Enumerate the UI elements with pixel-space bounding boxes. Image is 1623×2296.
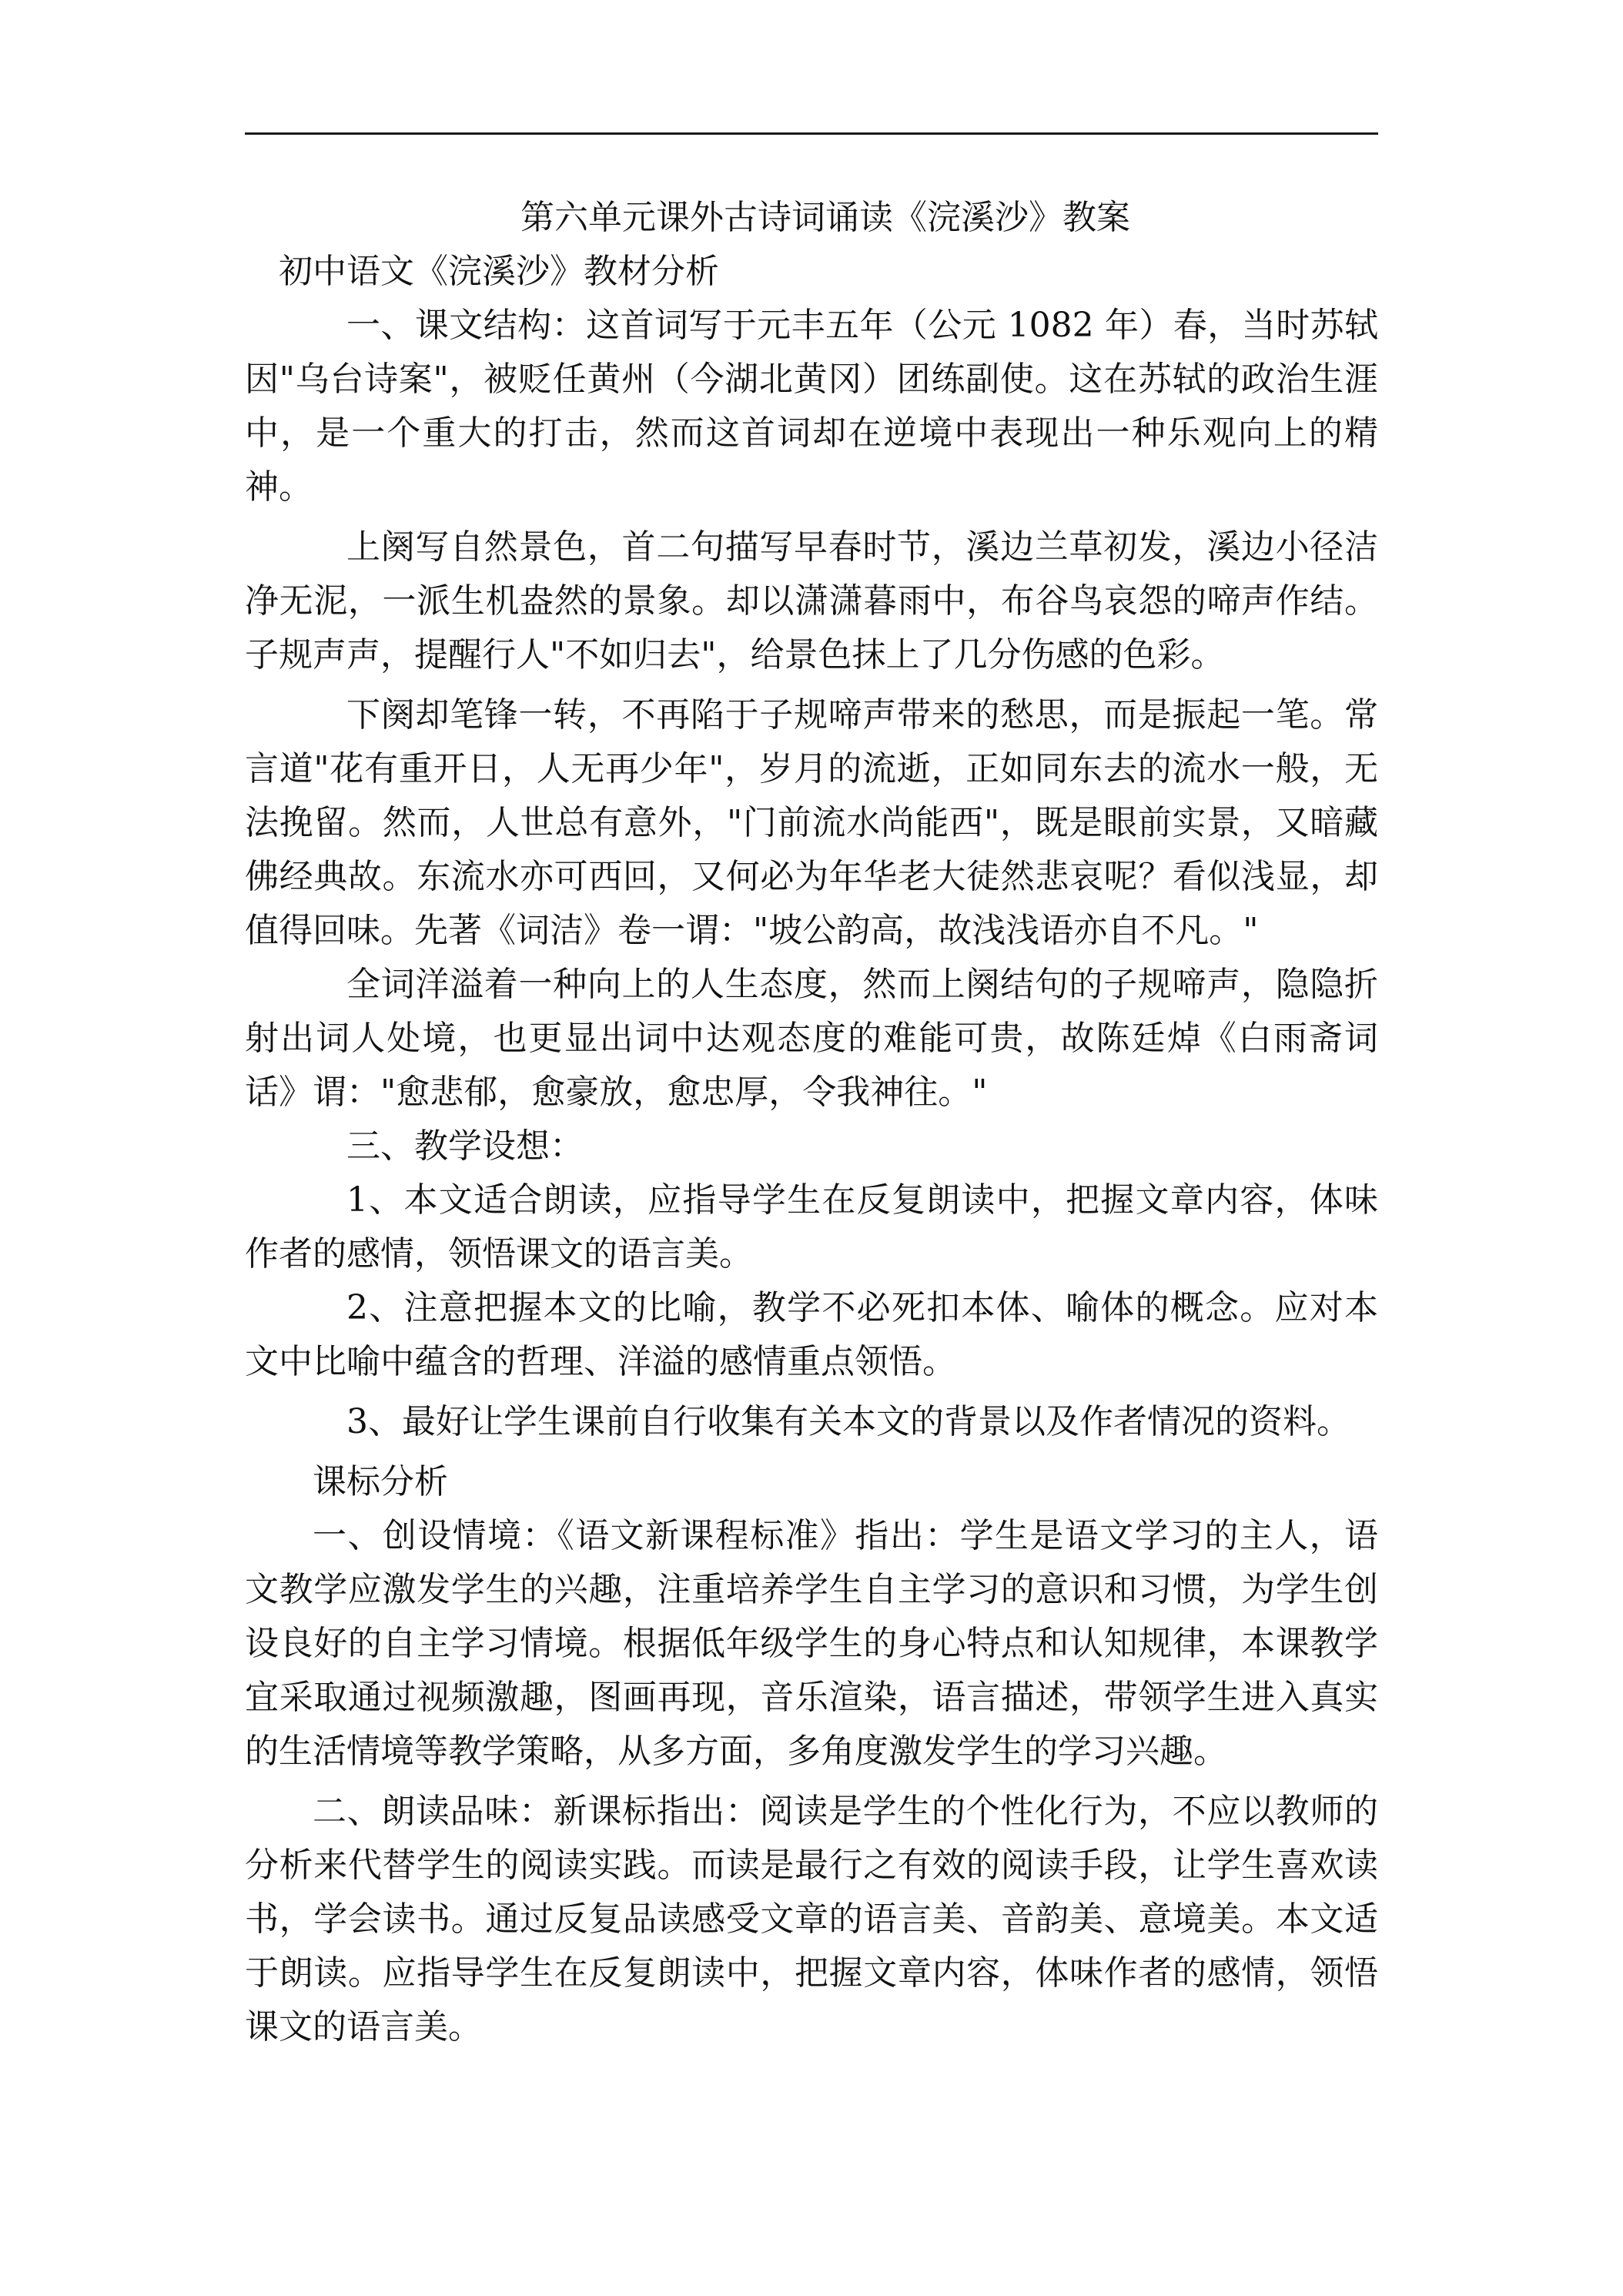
- document-body: [245, 191, 1378, 2054]
- paragraph-lower-stanza: 下阕却笔锋一转，不再陷于子规啼声带来的愁思，而是振起一笔。常言道"花有重开日，人无再少年"，岁月的流逝，正如同东去的流水一般，无法挽留。然而，人世总有意外，"门前流水尚能西"，既是眼前实景，又暗藏佛经典故。东流水亦可西回，又何必为年华老大徒然悲哀呢？看似浅显，却值得回味。先著《词洁》卷一谓："坡公韵高，故浅浅语亦自不凡。": [245, 695, 1378, 950]
- paragraph-upper-stanza: 上阕写自然景色，首二句描写早春时节，溪边兰草初发，溪边小径洁净无泥，一派生机盎然的景象。却以潇潇暮雨中，布谷鸟哀怨的啼声作结。子规声声，提醒行人"不如归去"，给景色抹上了几分伤感的色彩。: [245, 527, 1378, 674]
- header-rule: [245, 132, 1378, 135]
- paragraph-structure: 一、课文结构：这首词写于元丰五年（公元 1082 年）春，当时苏轼因"乌台诗案"，被贬任黄州（今湖北黄冈）团练副使。这在苏轼的政治生涯中，是一个重大的打击，然而这首词却在逆境中表现出一种乐观向上的精神。: [245, 306, 1378, 507]
- teaching-idea-2: 2、注意把握本文的比喻，教学不必死扣本体、喻体的概念。应对本文中比喻中蕴含的哲理、洋溢的感情重点领悟。: [245, 1288, 1378, 1381]
- document-subtitle: 初中语文《浣溪沙》教材分析: [279, 252, 719, 291]
- heading-teaching-ideas: 三、教学设想：: [346, 1126, 584, 1166]
- heading-curriculum-analysis: 课标分析: [313, 1462, 448, 1501]
- paragraph-create-context: 一、创设情境：《语文新课程标准》指出：学生是语文学习的主人，语文教学应激发学生的兴趣，注重培养学生自主学习的意识和习惯，为学生创设良好的自主学习情境。根据低年级学生的身心特点和认知规律，本课教学宜采取通过视频激趣，图画再现，音乐渲染，语言描述，带领学生进入真实的生活情境等教学策略，从多方面，多角度激发学生的学习兴趣。: [245, 1516, 1378, 1771]
- paragraph-overall: 全词洋溢着一种向上的人生态度，然而上阕结句的子规啼声，隐隐折射出词人处境，也更显出词中达观态度的难能可贵，故陈廷焯《白雨斋词话》谓："愈悲郁，愈豪放，愈忠厚，令我神往。": [245, 965, 1378, 1112]
- document-title: 第六单元课外古诗词诵读《浣溪沙》教案: [520, 198, 1130, 237]
- teaching-idea-3: 3、最好让学生课前自行收集有关本文的背景以及作者情况的资料。: [346, 1402, 1350, 1441]
- paragraph-reading: 二、朗读品味：新课标指出：阅读是学生的个性化行为，不应以教师的分析来代替学生的阅读实践。而读是最行之有效的阅读手段，让学生喜欢读书，学会读书。通过反复品读感受文章的语言美、音韵美、意境美。本文适于朗读。应指导学生在反复朗读中，把握文章内容，体味作者的感情，领悟课文的语言美。: [245, 1792, 1378, 2047]
- teaching-idea-1: 1、本文适合朗读，应指导学生在反复朗读中，把握文章内容，体味作者的感情，领悟课文的语言美。: [245, 1180, 1378, 1274]
